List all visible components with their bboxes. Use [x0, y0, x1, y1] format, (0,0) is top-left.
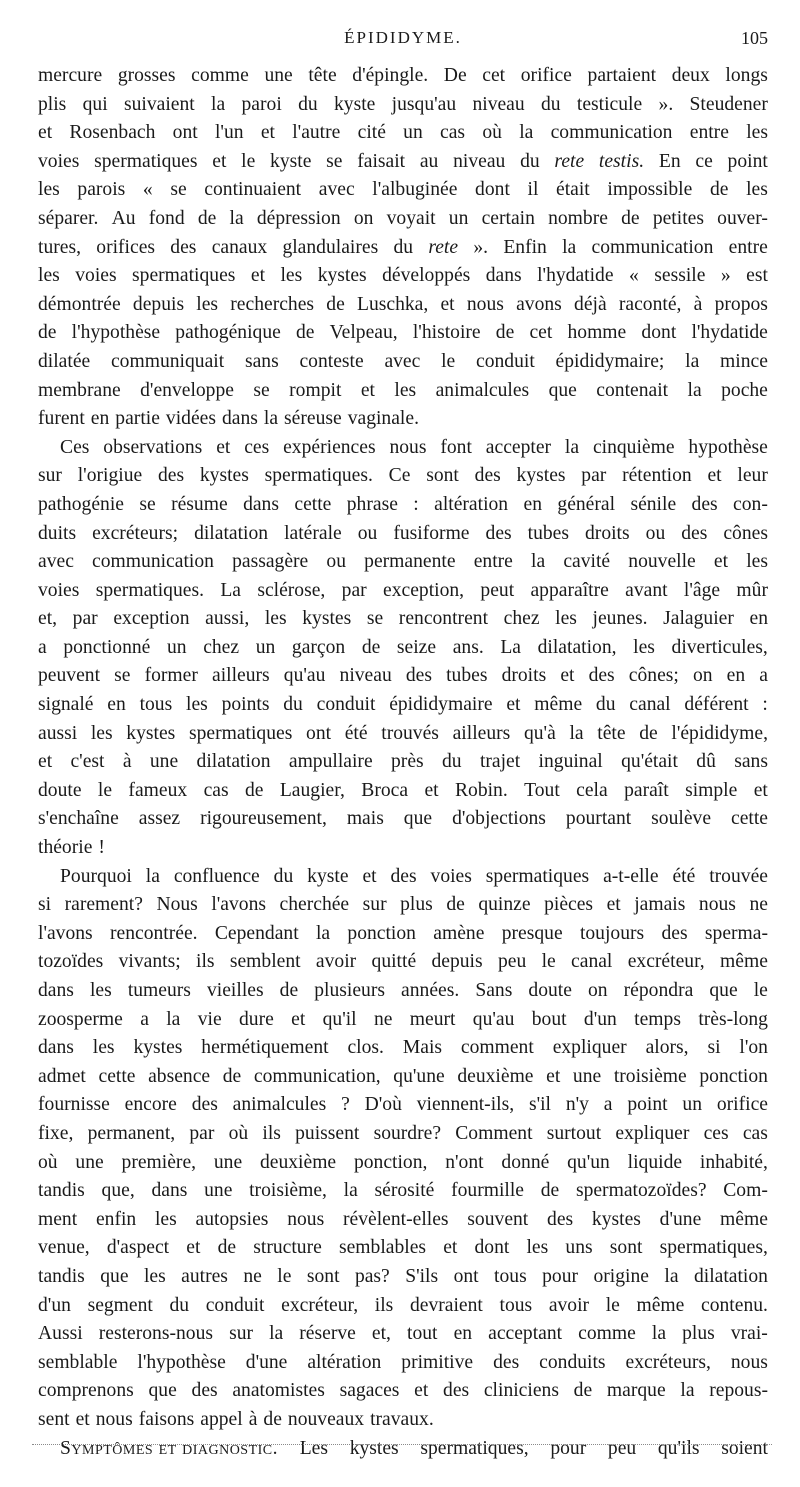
text-line: tozoïdes vivants; ils semblent avoir quitté depuis peu le canal excréteur, même	[38, 951, 768, 973]
body-text	[38, 62, 768, 1463]
text-line: théorie !	[38, 837, 105, 859]
text-line: tandis que, dans une troisième, la sérosité fourmille de spermatozoïdes? Com-	[38, 1180, 768, 1202]
text-line: d'un segment du conduit excréteur, ils devraient tous avoir le même contenu.	[38, 1294, 768, 1316]
text-line: avec communication passagère ou permanente entre la cavité nouvelle et les	[38, 551, 768, 573]
text-line: Pourquoi la confluence du kyste et des voies spermatiques a-t-elle été trouvée	[60, 865, 768, 887]
text-line: les voies spermatiques et les kystes développés dans l'hydatide « sessile » est	[38, 265, 768, 287]
text-line: les parois « se continuaient avec l'albuginée dont il était impossible de les	[38, 179, 768, 201]
text-line: sent et nous faisons appel à de nouveaux travaux.	[38, 1408, 434, 1430]
text-line: zoosperme a la vie dure et qu'il ne meurt qu'au bout d'un temps très-long	[38, 1008, 768, 1030]
text-line: semblable l'hypothèse d'une altération primitive des conduits excréteurs, nous	[38, 1351, 768, 1373]
text-line: si rarement? Nous l'avons cherchée sur plus de quinze pièces et jamais nous ne	[38, 894, 768, 916]
section-heading: Symptômes et diagnostic.	[60, 1437, 279, 1459]
text-line: pathogénie se résume dans cette phrase : altération en général sénile des con-	[38, 493, 768, 515]
text-line: et c'est à une dilatation ampullaire près du trajet inguinal qu'était dû sans	[38, 751, 768, 773]
text-line: où une première, une deuxième ponction, n'ont donné qu'un liquide inhabité,	[38, 1151, 768, 1173]
text-line: plis qui suivaient la paroi du kyste jusqu'au niveau du testicule ». Steudener	[38, 93, 768, 115]
text-line: ment enfin les autopsies nous révèlent-elles souvent des kystes d'une même	[38, 1208, 768, 1230]
text-line: Symptômes et diagnostic. Les kystes spermatiques, pour peu qu'ils soient	[38, 1435, 768, 1464]
text-line: et Rosenbach ont l'un et l'autre cité un cas où la communication entre les	[38, 122, 768, 144]
text-line: Ces observations et ces expériences nous font accepter la cinquième hypothèse	[60, 436, 768, 458]
running-title: ÉPIDIDYME.	[344, 28, 462, 47]
text-line: démontrée depuis les recherches de Luschka, et nous avons déjà raconté, à propos	[38, 293, 768, 315]
text-line: de l'hypothèse pathogénique de Velpeau, l'histoire de cet homme dont l'hydatide	[38, 322, 768, 344]
text-line: tures, orifices des canaux glandulaires du rete ». Enfin la communication entre	[38, 236, 768, 258]
text-line: tandis que les autres ne le sont pas? S'ils ont tous pour origine la dilatation	[38, 1265, 768, 1287]
text-line: voies spermatiques. La sclérose, par exception, peut apparaître avant l'âge mûr	[38, 579, 768, 601]
text-line: fixe, permanent, par où ils puissent sourdre? Comment surtout expliquer ces cas	[38, 1122, 768, 1144]
text-line: peuvent se former ailleurs qu'au niveau des tubes droits et des cônes; on en a	[38, 665, 768, 687]
text-line: a ponctionné un chez un garçon de seize ans. La dilatation, les diverticules,	[38, 636, 768, 658]
text-line: venue, d'aspect et de structure semblables et dont les uns sont spermatiques,	[38, 1237, 768, 1259]
text-line: fournisse encore des animalcules ? D'où viennent-ils, s'il n'y a point un orifice	[38, 1094, 768, 1116]
text-line: dans les kystes hermétiquement clos. Mais comment expliquer alors, si l'on	[38, 1037, 768, 1059]
page-number: 105	[741, 28, 768, 48]
text-line: admet cette absence de communication, qu'une deuxième et une troisième ponction	[38, 1065, 768, 1087]
text-line: et, par exception aussi, les kystes se rencontrent chez les jeunes. Jalaguier en	[38, 608, 768, 630]
text-line: dans les tumeurs vieilles de plusieurs années. Sans doute on répondra que le	[38, 980, 768, 1001]
text-line: s'enchaîne assez rigoureusement, mais que d'objections pourtant soulève cette	[38, 808, 768, 830]
text-line: dilatée communiquait sans conteste avec le conduit épididymaire; la mince	[38, 350, 768, 372]
text-line: aussi les kystes spermatiques ont été trouvés ailleurs qu'à la tête de l'épididyme,	[38, 722, 768, 744]
text-line: duits excréteurs; dilatation latérale ou fusiforme des tubes droits ou des cônes	[38, 522, 768, 544]
text-line: doute le fameux cas de Laugier, Broca et Robin. Tout cela paraît simple et	[38, 779, 768, 801]
text-line: signalé en tous les points du conduit épididymaire et même du canal déférent :	[38, 694, 768, 716]
text-line: membrane d'enveloppe se rompit et les animalcules que contenait la poche	[38, 379, 768, 401]
text-line: mercure grosses comme une tête d'épingle. De cet orifice partaient deux longs	[38, 65, 768, 86]
footer-rule	[32, 1444, 772, 1445]
text-line: sur l'origiue des kystes spermatiques. Ce sont des kystes par rétention et leur	[38, 465, 768, 487]
page-header	[38, 28, 768, 54]
text-line: voies spermatiques et le kyste se faisait au niveau du rete testis. En ce point	[38, 150, 768, 172]
text-line: comprenons que des anatomistes sagaces et des cliniciens de marque la repous-	[38, 1380, 768, 1402]
text-line: Aussi resterons-nous sur la réserve et, tout en acceptant comme la plus vrai-	[38, 1323, 768, 1345]
text-line: furent en partie vidées dans la séreuse vaginale.	[38, 408, 419, 430]
text-line: séparer. Au fond de la dépression on voyait un certain nombre de petites ouver-	[38, 207, 768, 229]
text-line: l'avons rencontrée. Cependant la ponction amène presque toujours des sperma-	[38, 922, 768, 944]
